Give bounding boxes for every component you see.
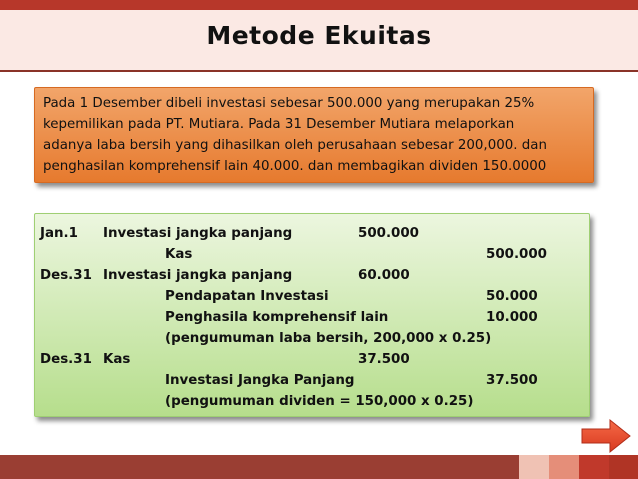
- problem-line: penghasilan komprehensif lain 40.000. dan membagikan dividen 150.0000: [43, 159, 547, 174]
- journal-row: [35, 371, 589, 391]
- problem-line: adanya laba bersih yang dihasilkan oleh perusahaan sebesar 200,000. dan: [43, 138, 547, 153]
- journal-row: [35, 245, 589, 265]
- arrow-right-icon: [580, 418, 632, 454]
- credit-amount: 10.000: [486, 310, 538, 325]
- decorative-block: [609, 455, 638, 479]
- entry-date: Des.31: [40, 352, 92, 367]
- decorative-block: [579, 455, 609, 479]
- debit-account: Investasi jangka panjang: [103, 268, 293, 283]
- credit-amount: 37.500: [486, 373, 538, 388]
- journal-row: [35, 266, 589, 286]
- debit-account: Kas: [103, 352, 131, 367]
- credit-account: Kas: [165, 247, 193, 262]
- journal-row: [35, 224, 589, 244]
- top-accent-band: [0, 0, 638, 10]
- credit-account: Penghasila komprehensif lain: [165, 310, 389, 325]
- journal-entries-box: [34, 213, 590, 417]
- slide-title: Metode Ekuitas: [206, 21, 432, 50]
- next-slide-button[interactable]: [580, 418, 632, 454]
- journal-row: [35, 350, 589, 370]
- journal-row: [35, 308, 589, 328]
- debit-amount: 37.500: [358, 352, 410, 367]
- credit-amount: 500.000: [486, 247, 547, 262]
- journal-row: [35, 287, 589, 307]
- credit-account: Pendapatan Investasi: [165, 289, 329, 304]
- debit-amount: 500.000: [358, 226, 419, 241]
- entry-date: Des.31: [40, 268, 92, 283]
- decorative-block: [549, 455, 579, 479]
- debit-account: Investasi jangka panjang: [103, 226, 293, 241]
- problem-line: kepemilikan pada PT. Mutiara. Pada 31 Desember Mutiara melaporkan: [43, 117, 515, 132]
- decorative-block: [519, 455, 549, 479]
- problem-statement-box: [34, 87, 594, 183]
- debit-amount: 60.000: [358, 268, 410, 283]
- journal-row: [35, 392, 589, 412]
- entry-date: Jan.1: [40, 226, 78, 241]
- journal-row: [35, 329, 589, 349]
- entry-note: (pengumuman dividen = 150,000 x 0.25): [165, 394, 474, 409]
- credit-amount: 50.000: [486, 289, 538, 304]
- entry-note: (pengumuman laba bersih, 200,000 x 0.25): [165, 331, 492, 346]
- problem-line: Pada 1 Desember dibeli investasi sebesar 500.000 yang merupakan 25%: [43, 96, 535, 111]
- credit-account: Investasi Jangka Panjang: [165, 373, 355, 388]
